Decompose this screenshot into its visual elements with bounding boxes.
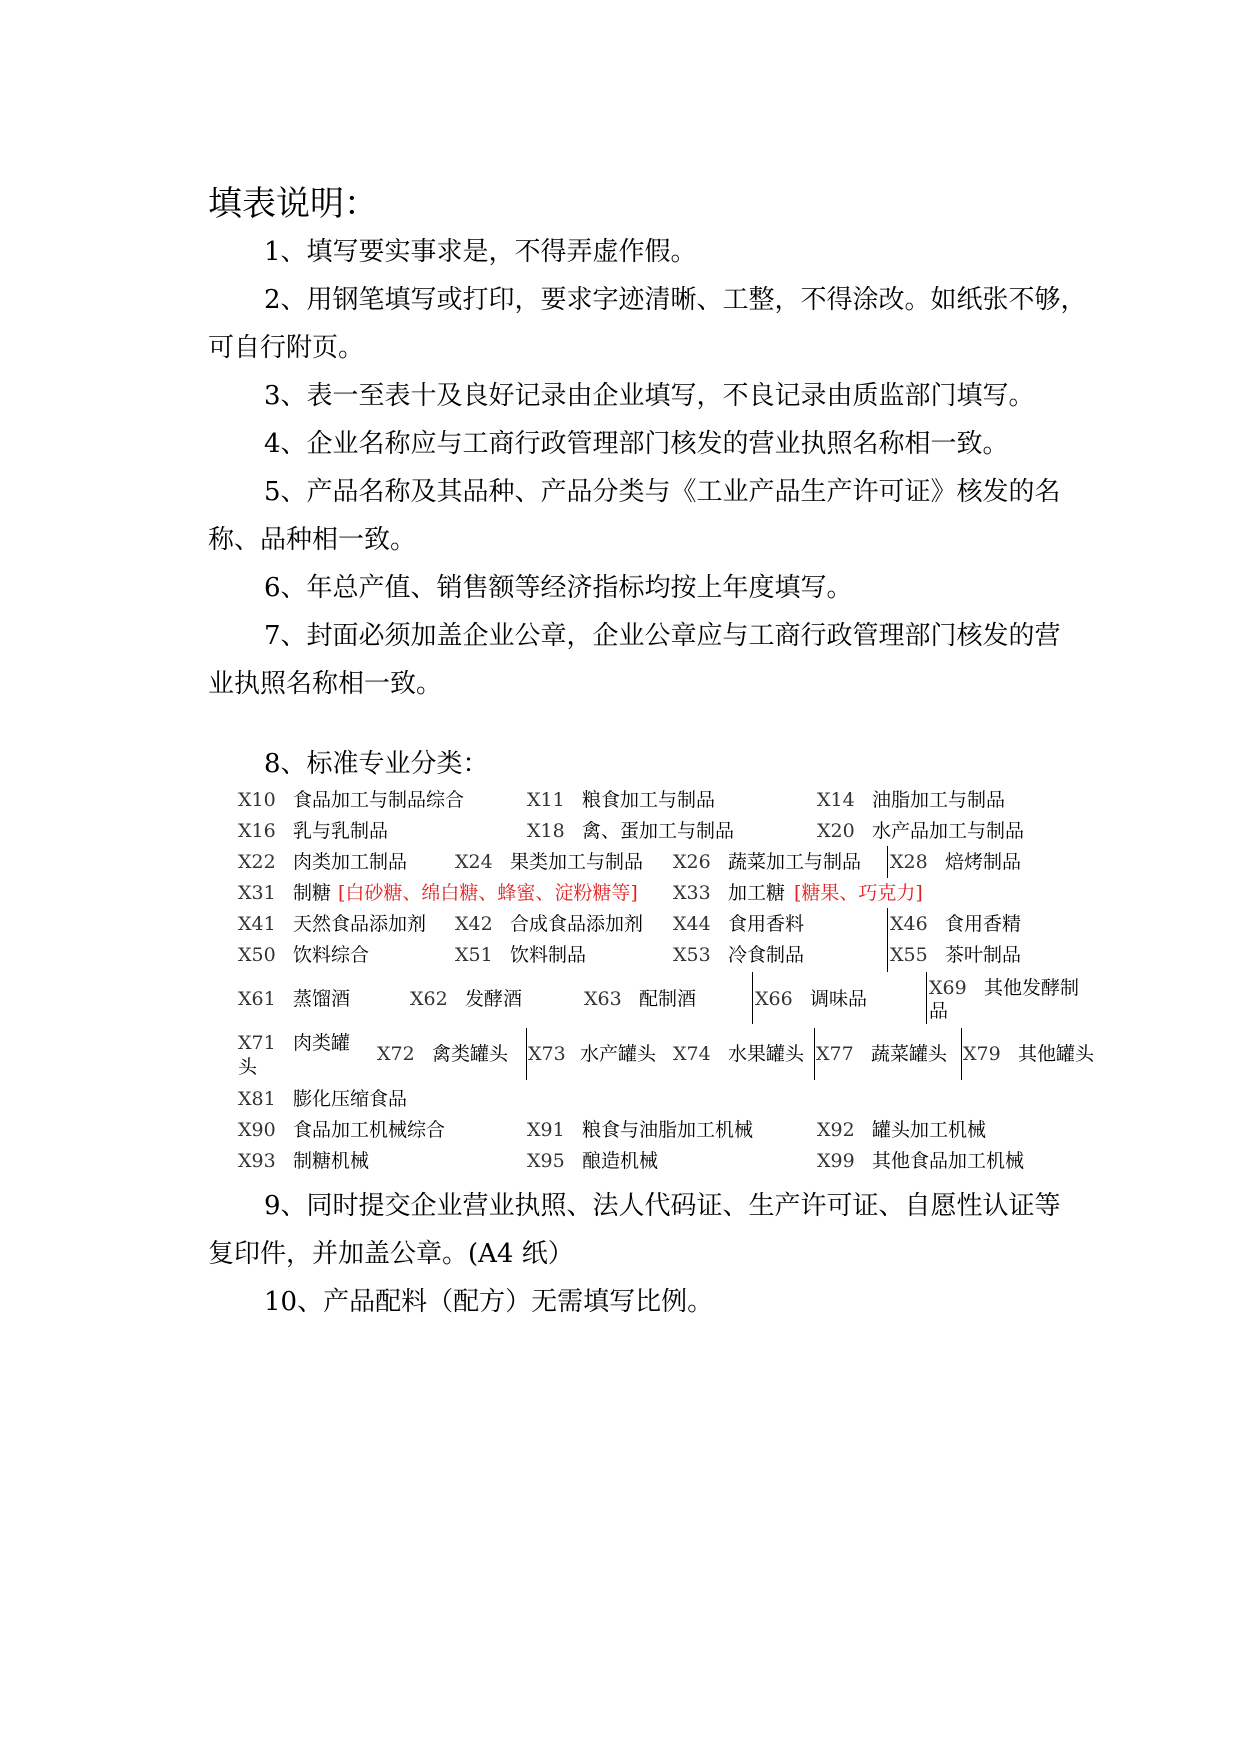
class-name: 制糖 — [293, 882, 332, 904]
item-5-cont: 称、品种相一致。 — [208, 525, 417, 555]
class-code: X95 — [527, 1150, 565, 1172]
class-name: 蒸馏酒 — [293, 988, 351, 1010]
class-code: X53 — [673, 944, 711, 966]
class-name: 饮料制品 — [510, 944, 587, 966]
item-7: 7、封面必须加盖企业公章，企业公章应与工商行政管理部门核发的营 — [264, 621, 1061, 651]
class-code: X92 — [817, 1119, 855, 1141]
class-code: X44 — [673, 913, 711, 935]
cell-divider — [887, 908, 888, 972]
class-name: 天然食品添加剂 — [293, 913, 427, 935]
class-name: 饮料综合 — [293, 944, 370, 966]
item-2-cont: 可自行附页。 — [208, 333, 365, 363]
class-name-wrap: 品 — [929, 1000, 949, 1022]
class-code: X91 — [527, 1119, 565, 1141]
class-code: X99 — [817, 1150, 855, 1172]
class-code: X50 — [238, 944, 276, 966]
class-code: X51 — [455, 944, 493, 966]
class-code: X41 — [238, 913, 276, 935]
class-name: 制糖机械 — [293, 1150, 370, 1172]
class-code: X90 — [238, 1119, 276, 1141]
item-10: 10、产品配料（配方）无需填写比例。 — [264, 1287, 714, 1317]
class-note: [糖果、巧克力] — [794, 882, 923, 904]
class-name: 果类加工与制品 — [510, 851, 644, 873]
class-code: X33 — [673, 882, 711, 904]
class-code: X63 — [584, 988, 622, 1010]
class-name: 其他罐头 — [1018, 1043, 1095, 1065]
class-name: 冷食制品 — [728, 944, 805, 966]
class-code: X61 — [238, 988, 276, 1010]
class-name: 蔬菜罐头 — [871, 1043, 948, 1065]
class-code: X71 — [238, 1032, 276, 1054]
class-name: 蔬菜加工与制品 — [728, 851, 862, 873]
class-note: [白砂糖、绵白糖、蜂蜜、淀粉糖等] — [338, 882, 638, 904]
class-name: 调味品 — [810, 988, 868, 1010]
class-code: X20 — [817, 820, 855, 842]
item-4: 4、企业名称应与工商行政管理部门核发的营业执照名称相一致。 — [264, 429, 1009, 459]
class-name: 发酵酒 — [465, 988, 523, 1010]
class-code: X31 — [238, 882, 276, 904]
item-9-cont: 复印件，并加盖公章。(A4 纸） — [208, 1239, 574, 1269]
class-name: 食品加工机械综合 — [293, 1119, 446, 1141]
class-code: X77 — [816, 1043, 854, 1065]
class-name: 粮食加工与制品 — [582, 789, 716, 811]
cell-divider — [887, 846, 888, 878]
class-name: 合成食品添加剂 — [510, 913, 644, 935]
class-code: X72 — [377, 1043, 415, 1065]
class-code: X26 — [673, 851, 711, 873]
class-code: X14 — [817, 789, 855, 811]
item-5: 5、产品名称及其品种、产品分类与《工业产品生产许可证》核发的名 — [264, 477, 1061, 507]
class-name: 肉类加工制品 — [293, 851, 408, 873]
item-9: 9、同时提交企业营业执照、法人代码证、生产许可证、自愿性认证等 — [264, 1191, 1061, 1221]
item-8: 8、标准专业分类： — [264, 749, 489, 779]
class-name: 其他食品加工机械 — [872, 1150, 1025, 1172]
class-code: X62 — [410, 988, 448, 1010]
cell-divider — [752, 972, 753, 1024]
class-code: X24 — [455, 851, 493, 873]
class-name: 油脂加工与制品 — [872, 789, 1006, 811]
class-code: X18 — [527, 820, 565, 842]
class-name: 水产品加工与制品 — [872, 820, 1025, 842]
class-name: 其他发酵制 — [984, 977, 1080, 999]
class-name: 禽、蛋加工与制品 — [582, 820, 735, 842]
class-code-wrap: 头 — [238, 1056, 258, 1078]
cell-divider — [814, 1028, 815, 1080]
item-7-cont: 业执照名称相一致。 — [208, 669, 443, 699]
cell-divider — [961, 1028, 962, 1080]
class-name: 食用香料 — [728, 913, 805, 935]
cell-divider — [526, 1028, 527, 1080]
class-name: 罐头加工机械 — [872, 1119, 987, 1141]
item-6: 6、年总产值、销售额等经济指标均按上年度填写。 — [264, 573, 853, 603]
class-name: 水果罐头 — [728, 1043, 805, 1065]
class-code: X28 — [890, 851, 928, 873]
class-name: 加工糖 — [728, 882, 786, 904]
class-code: X69 — [929, 977, 967, 999]
class-code: X16 — [238, 820, 276, 842]
class-name: 食品加工与制品综合 — [293, 789, 465, 811]
class-name: 肉类罐 — [293, 1032, 351, 1054]
item-2: 2、用钢笔填写或打印，要求字迹清晰、工整，不得涂改。如纸张不够， — [264, 285, 1087, 315]
class-code: X93 — [238, 1150, 276, 1172]
class-code: X79 — [963, 1043, 1001, 1065]
page-title: 填表说明： — [208, 184, 378, 224]
class-name: 食用香精 — [945, 913, 1022, 935]
class-code: X10 — [238, 789, 276, 811]
class-code: X22 — [238, 851, 276, 873]
class-code: X11 — [527, 789, 565, 811]
class-name: 禽类罐头 — [432, 1043, 509, 1065]
class-name: 酿造机械 — [582, 1150, 659, 1172]
class-name: 粮食与油脂加工机械 — [582, 1119, 754, 1141]
class-code: X81 — [238, 1088, 276, 1110]
class-code: X74 — [673, 1043, 711, 1065]
item-3: 3、表一至表十及良好记录由企业填写，不良记录由质监部门填写。 — [264, 381, 1035, 411]
class-name: 配制酒 — [639, 988, 697, 1010]
class-name: 焙烤制品 — [945, 851, 1022, 873]
class-name: 茶叶制品 — [945, 944, 1022, 966]
cell-divider — [926, 972, 927, 1024]
class-code: X42 — [455, 913, 493, 935]
class-code: X46 — [890, 913, 928, 935]
class-name: 膨化压缩食品 — [293, 1088, 408, 1110]
item-1: 1、填写要实事求是，不得弄虚作假。 — [264, 237, 697, 267]
class-code: X55 — [890, 944, 928, 966]
class-code: X73 — [528, 1043, 566, 1065]
class-name: 乳与乳制品 — [293, 820, 389, 842]
class-code: X66 — [755, 988, 793, 1010]
class-name: 水产罐头 — [580, 1043, 657, 1065]
